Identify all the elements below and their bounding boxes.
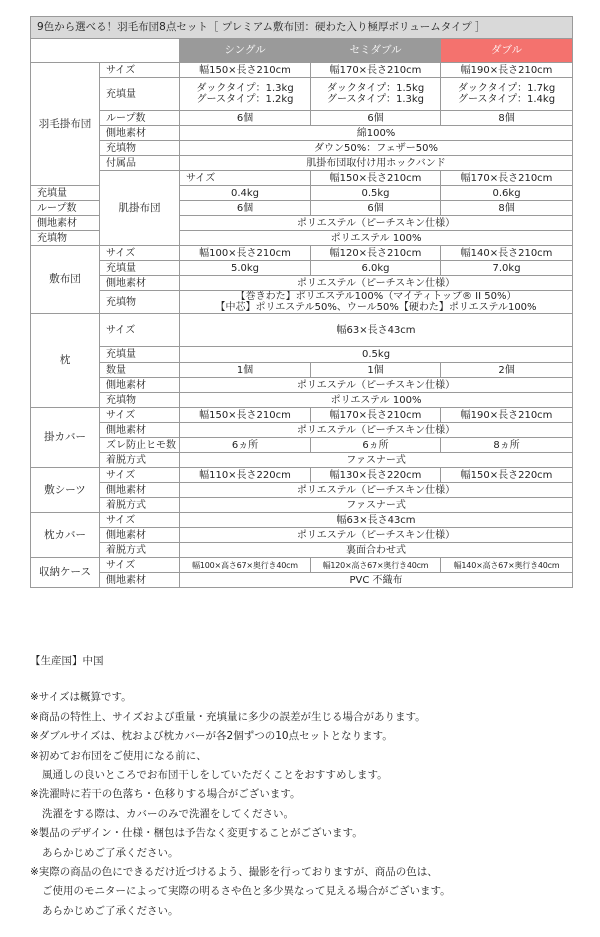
table-title: 9色から選べる！羽毛布団8点セット［ プレミアム敷布団：硬わた入り極厚ボリュームタイプ ］ bbox=[31, 17, 573, 39]
row-label: 着脱方式 bbox=[100, 453, 180, 468]
row-label: ズレ防止ヒモ数 bbox=[100, 438, 180, 453]
value-cell: 8ヵ所 bbox=[441, 438, 573, 453]
value-cell: 幅150×長さ210cm bbox=[311, 171, 441, 186]
value-cell: 幅140×高さ67×奥行き40cm bbox=[441, 558, 573, 573]
value-cell: 6個 bbox=[180, 201, 311, 216]
spec-table bbox=[30, 16, 573, 588]
value-cell-all: ポリエステル（ピーチスキン仕様） bbox=[180, 216, 573, 231]
row-group-label: 枕カバー bbox=[31, 513, 100, 558]
value-cell: 1個 bbox=[180, 363, 311, 378]
value-cell: 幅140×長さ210cm bbox=[441, 246, 573, 261]
value-cell: 2個 bbox=[441, 363, 573, 378]
row-label: 側地素材 bbox=[100, 126, 180, 141]
notes-list bbox=[30, 688, 590, 921]
value-cell: 0.6kg bbox=[441, 186, 573, 201]
cell-line: グースタイプ：1.2kg bbox=[196, 94, 294, 105]
value-cell-all: ポリエステル（ピーチスキン仕様） bbox=[180, 378, 573, 393]
cell-line: グースタイプ：1.4kg bbox=[458, 94, 556, 105]
table-row bbox=[31, 423, 573, 438]
value-cell-all: 幅63×長さ43cm bbox=[180, 314, 573, 347]
table-row bbox=[31, 483, 573, 498]
row-group-label: 枕 bbox=[31, 314, 100, 408]
value-cell: 幅150×長さ220cm bbox=[441, 468, 573, 483]
row-label: サイズ bbox=[100, 468, 180, 483]
value-cell bbox=[311, 78, 441, 111]
row-group-label: 掛カバー bbox=[31, 408, 100, 468]
value-cell: 幅190×長さ210cm bbox=[441, 408, 573, 423]
value-cell: 幅110×長さ220cm bbox=[180, 468, 311, 483]
value-cell: 幅120×長さ210cm bbox=[311, 246, 441, 261]
value-cell-all: 幅63×長さ43cm bbox=[180, 513, 573, 528]
note-line: あらかじめご了承ください。 bbox=[42, 904, 179, 917]
note-line: 風通しの良いところでお布団干しをしていただくことをおすすめします。 bbox=[42, 769, 388, 782]
value-cell-all bbox=[180, 291, 573, 314]
value-cell-all: PVC 不織布 bbox=[180, 573, 573, 588]
row-label: 充填物 bbox=[100, 141, 180, 156]
table-row bbox=[31, 141, 573, 156]
row-label: 側地素材 bbox=[100, 573, 180, 588]
row-group-label: 肌掛布団 bbox=[100, 171, 180, 246]
value-cell-all: ポリエステル（ピーチスキン仕様） bbox=[180, 276, 573, 291]
row-label: 数量 bbox=[100, 363, 180, 378]
table-row bbox=[31, 246, 573, 261]
value-cell: 8個 bbox=[441, 201, 573, 216]
value-cell: 幅190×長さ210cm bbox=[441, 63, 573, 78]
table-row bbox=[31, 408, 573, 423]
row-group-label: 敷シーツ bbox=[31, 468, 100, 513]
row-label: サイズ bbox=[100, 314, 180, 347]
note-line: あらかじめご了承ください。 bbox=[42, 846, 179, 859]
table-row bbox=[31, 261, 573, 276]
table-row bbox=[31, 513, 573, 528]
note-line: ※商品の特性上、サイズおよび重量・充填量に多少の誤差が生じる場合があります。 bbox=[30, 710, 426, 723]
row-label: サイズ bbox=[100, 63, 180, 78]
table-row bbox=[31, 78, 573, 111]
value-cell-all: ファスナー式 bbox=[180, 453, 573, 468]
cell-line: グースタイプ：1.3kg bbox=[326, 94, 425, 105]
note-line: ※洗濯時に若干の色落ち・色移りする場合がございます。 bbox=[30, 788, 301, 801]
row-group-label: 収納ケース bbox=[31, 558, 100, 588]
origin-note: 【生産国】中国 bbox=[30, 655, 104, 667]
table-row bbox=[31, 573, 573, 588]
note-line: ※実際の商品の色にできるだけ近づけるよう、撮影を行っておりますが、商品の色は、 bbox=[30, 866, 438, 879]
table-row bbox=[31, 314, 573, 347]
table-row bbox=[31, 393, 573, 408]
row-label: 側地素材 bbox=[100, 528, 180, 543]
table-row bbox=[31, 528, 573, 543]
value-cell: 幅150×長さ210cm bbox=[180, 408, 311, 423]
note-line: ※初めてお布団をご使用になる前に、 bbox=[30, 749, 207, 762]
row-label: ループ数 bbox=[31, 201, 100, 216]
table-row bbox=[31, 543, 573, 558]
table-row bbox=[31, 291, 573, 314]
value-cell: 6個 bbox=[311, 201, 441, 216]
value-cell: 6.0kg bbox=[311, 261, 441, 276]
row-label: サイズ bbox=[100, 558, 180, 573]
value-cell-all: 肌掛布団取付け用ホックバンド bbox=[180, 156, 573, 171]
value-cell: 0.4kg bbox=[180, 186, 311, 201]
value-cell bbox=[180, 78, 311, 111]
header-semi-double: セミダブル bbox=[311, 39, 441, 63]
row-group-label: 敷布団 bbox=[31, 246, 100, 314]
table-row bbox=[31, 453, 573, 468]
value-cell: 幅130×長さ220cm bbox=[311, 468, 441, 483]
row-label: 充填物 bbox=[31, 231, 100, 246]
row-label: 側地素材 bbox=[100, 276, 180, 291]
note-line: ※ダブルサイズは、枕および枕カバーが各2個ずつの10点セットとなります。 bbox=[30, 730, 393, 743]
table-row bbox=[31, 558, 573, 573]
table-row bbox=[31, 156, 573, 171]
cell-line: 【巻きわた】ポリエステル100%（マイティトップ® II 50%） bbox=[235, 291, 517, 302]
row-label: 付属品 bbox=[100, 156, 180, 171]
value-cell: 幅170×長さ210cm bbox=[311, 63, 441, 78]
row-label: 充填物 bbox=[100, 393, 180, 408]
row-label: 側地素材 bbox=[100, 378, 180, 393]
table-row bbox=[31, 347, 573, 363]
row-label: サイズ bbox=[180, 171, 311, 186]
header-blank bbox=[31, 39, 180, 63]
value-cell-all: ファスナー式 bbox=[180, 498, 573, 513]
value-cell: 幅170×長さ210cm bbox=[441, 171, 573, 186]
row-label: 側地素材 bbox=[31, 216, 100, 231]
row-label: サイズ bbox=[100, 513, 180, 528]
note-line: ※サイズは概算です。 bbox=[30, 691, 132, 704]
value-cell: 8個 bbox=[441, 111, 573, 126]
row-label: 側地素材 bbox=[100, 483, 180, 498]
note-line: 洗濯をする際は、カバーのみで洗濯をしてください。 bbox=[42, 807, 294, 820]
header-double: ダブル bbox=[441, 39, 573, 63]
table-row bbox=[31, 498, 573, 513]
value-cell-all: ダウン50%：フェザー50% bbox=[180, 141, 573, 156]
table-row bbox=[31, 468, 573, 483]
table-row bbox=[31, 276, 573, 291]
row-label: サイズ bbox=[100, 408, 180, 423]
row-label: ループ数 bbox=[100, 111, 180, 126]
header-single: シングル bbox=[180, 39, 311, 63]
header-row bbox=[31, 39, 573, 63]
value-cell-all: 裏面合わせ式 bbox=[180, 543, 573, 558]
value-cell: 0.5kg bbox=[311, 186, 441, 201]
value-cell: 幅120×高さ67×奥行き40cm bbox=[311, 558, 441, 573]
value-cell: 6個 bbox=[311, 111, 441, 126]
title-row bbox=[31, 17, 573, 39]
notes-section bbox=[30, 652, 590, 921]
value-cell: 5.0kg bbox=[180, 261, 311, 276]
value-cell: 幅170×長さ210cm bbox=[311, 408, 441, 423]
value-cell: 幅100×長さ210cm bbox=[180, 246, 311, 261]
table-row bbox=[31, 63, 573, 78]
cell-line: 【中芯】ポリエステル50%、ウール50%【硬わた】ポリエステル100% bbox=[215, 302, 537, 313]
row-label: 充填量 bbox=[31, 186, 100, 201]
cell-line: ダックタイプ：1.3kg bbox=[196, 83, 294, 94]
value-cell bbox=[441, 78, 573, 111]
table-row bbox=[31, 378, 573, 393]
row-label: 着脱方式 bbox=[100, 498, 180, 513]
value-cell-all: 綿100% bbox=[180, 126, 573, 141]
value-cell: 6ヵ所 bbox=[180, 438, 311, 453]
row-label: 充填物 bbox=[100, 291, 180, 314]
table-row bbox=[31, 126, 573, 141]
value-cell: 6ヵ所 bbox=[311, 438, 441, 453]
row-label: 側地素材 bbox=[100, 423, 180, 438]
cell-line: ダックタイプ：1.7kg bbox=[457, 83, 556, 94]
row-label: 充填量 bbox=[100, 78, 180, 111]
value-cell-all: ポリエステル（ピーチスキン仕様） bbox=[180, 423, 573, 438]
value-cell: 幅100×高さ67×奥行き40cm bbox=[180, 558, 311, 573]
row-label: サイズ bbox=[100, 246, 180, 261]
value-cell-all: 0.5kg bbox=[180, 347, 573, 363]
row-label: 充填量 bbox=[100, 347, 180, 363]
value-cell: 6個 bbox=[180, 111, 311, 126]
row-group-label: 羽毛掛布団 bbox=[31, 63, 100, 186]
table-row bbox=[31, 438, 573, 453]
value-cell: 幅150×長さ210cm bbox=[180, 63, 311, 78]
value-cell: 1個 bbox=[311, 363, 441, 378]
table-row bbox=[31, 171, 573, 186]
value-cell-all: ポリエステル 100% bbox=[180, 393, 573, 408]
table-row bbox=[31, 363, 573, 378]
row-label: 充填量 bbox=[100, 261, 180, 276]
note-line: ※製品のデザイン・仕様・梱包は予告なく変更することがございます。 bbox=[30, 827, 363, 840]
note-line: ご使用のモニターによって実際の明るさや色と多少異なって見える場合がございます。 bbox=[42, 885, 451, 898]
row-label: 着脱方式 bbox=[100, 543, 180, 558]
value-cell: 7.0kg bbox=[441, 261, 573, 276]
cell-line: ダックタイプ：1.5kg bbox=[326, 83, 425, 94]
value-cell-all: ポリエステル 100% bbox=[180, 231, 573, 246]
table-row bbox=[31, 111, 573, 126]
value-cell-all: ポリエステル（ピーチスキン仕様） bbox=[180, 528, 573, 543]
value-cell-all: ポリエステル（ピーチスキン仕様） bbox=[180, 483, 573, 498]
